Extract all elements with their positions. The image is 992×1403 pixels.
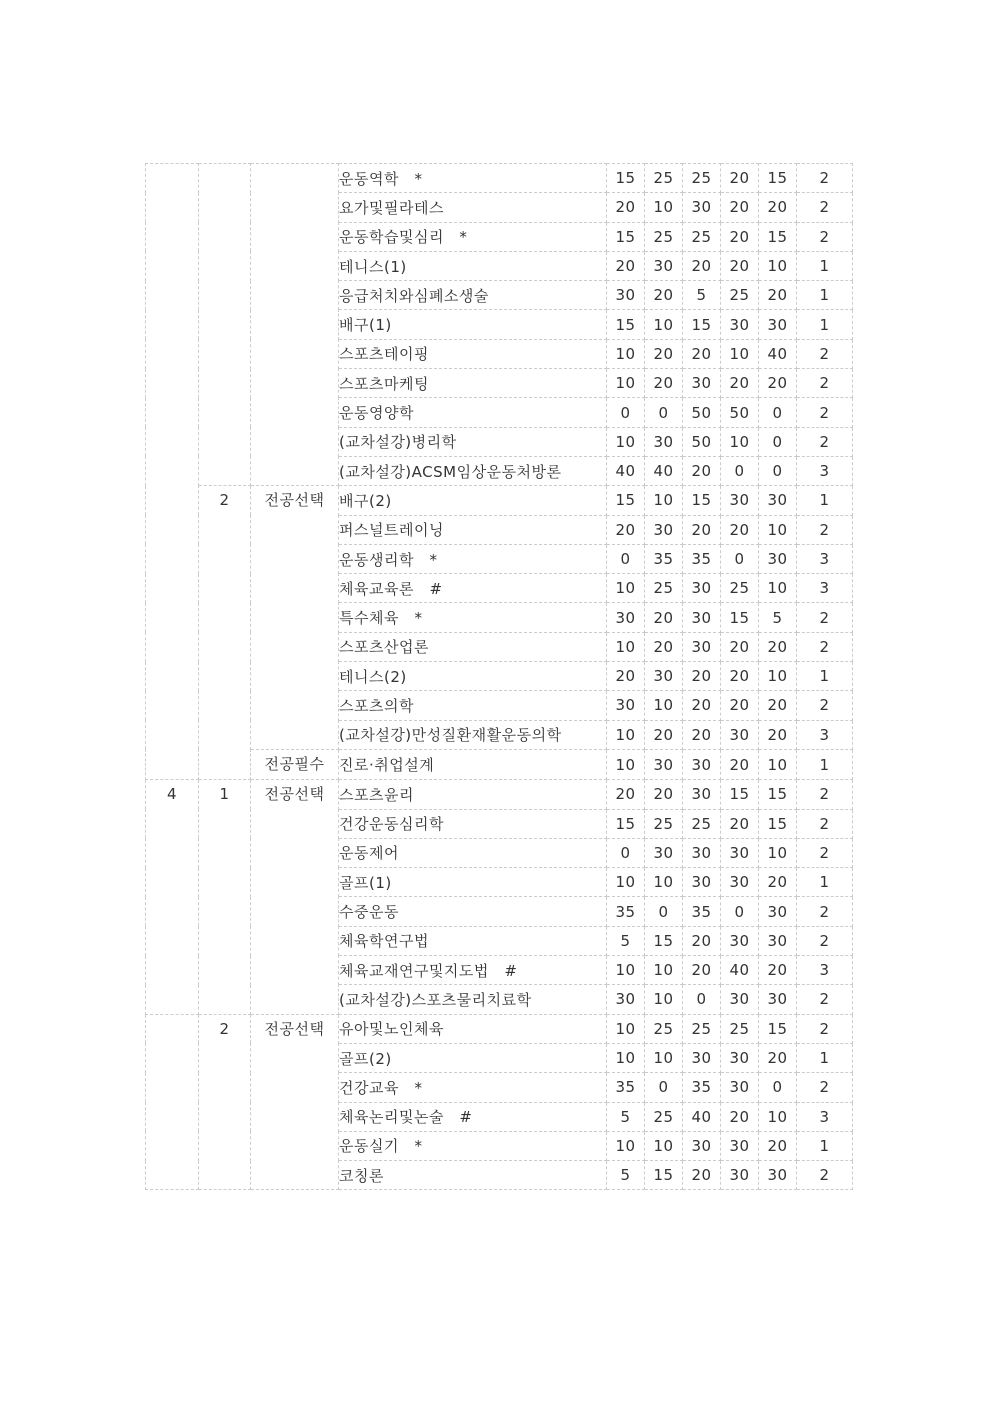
score-cell: 50 bbox=[683, 427, 721, 456]
credit-cell: 2 bbox=[797, 164, 853, 193]
course-name-cell: 응급처치와심폐소생술 bbox=[339, 281, 607, 310]
score-cell: 25 bbox=[683, 164, 721, 193]
table-row bbox=[146, 486, 853, 515]
score-cell: 30 bbox=[683, 1131, 721, 1160]
curriculum-table-body bbox=[146, 164, 853, 1190]
score-cell: 40 bbox=[645, 456, 683, 485]
score-cell: 30 bbox=[759, 486, 797, 515]
score-cell: 15 bbox=[607, 809, 645, 838]
credit-cell: 2 bbox=[797, 985, 853, 1014]
score-cell: 10 bbox=[759, 662, 797, 691]
semester-cell: 1 bbox=[199, 780, 251, 1014]
score-cell: 20 bbox=[645, 369, 683, 398]
score-cell: 0 bbox=[645, 398, 683, 427]
course-name-cell: 스포츠마케팅 bbox=[339, 369, 607, 398]
score-cell: 30 bbox=[645, 427, 683, 456]
score-cell: 25 bbox=[645, 222, 683, 251]
score-cell: 20 bbox=[683, 515, 721, 544]
score-cell: 20 bbox=[721, 662, 759, 691]
credit-cell: 2 bbox=[797, 926, 853, 955]
course-name-cell: (교차설강)스포츠물리치료학 bbox=[339, 985, 607, 1014]
score-cell: 15 bbox=[721, 603, 759, 632]
score-cell: 15 bbox=[759, 780, 797, 809]
score-cell: 10 bbox=[607, 868, 645, 897]
score-cell: 15 bbox=[683, 486, 721, 515]
score-cell: 20 bbox=[759, 1131, 797, 1160]
score-cell: 30 bbox=[721, 310, 759, 339]
score-cell: 20 bbox=[683, 456, 721, 485]
course-name-cell: 스포츠윤리 bbox=[339, 780, 607, 809]
score-cell: 20 bbox=[683, 691, 721, 720]
credit-cell: 3 bbox=[797, 1102, 853, 1131]
score-cell: 30 bbox=[645, 838, 683, 867]
score-cell: 30 bbox=[607, 691, 645, 720]
credit-cell: 3 bbox=[797, 544, 853, 573]
score-cell: 20 bbox=[759, 193, 797, 222]
score-cell: 35 bbox=[683, 1073, 721, 1102]
score-cell: 20 bbox=[607, 193, 645, 222]
score-cell: 0 bbox=[645, 1073, 683, 1102]
score-cell: 15 bbox=[721, 780, 759, 809]
course-name-cell: 건강교육 * bbox=[339, 1073, 607, 1102]
course-name-cell: 배구(2) bbox=[339, 486, 607, 515]
score-cell: 20 bbox=[645, 603, 683, 632]
course-name-cell: 체육논리및논술 # bbox=[339, 1102, 607, 1131]
credit-cell: 2 bbox=[797, 809, 853, 838]
credit-cell: 2 bbox=[797, 603, 853, 632]
credit-cell: 2 bbox=[797, 1161, 853, 1190]
score-cell: 30 bbox=[607, 281, 645, 310]
score-cell: 10 bbox=[607, 339, 645, 368]
score-cell: 20 bbox=[759, 281, 797, 310]
score-cell: 20 bbox=[645, 780, 683, 809]
score-cell: 20 bbox=[759, 956, 797, 985]
credit-cell: 2 bbox=[797, 1014, 853, 1043]
score-cell: 20 bbox=[721, 222, 759, 251]
score-cell: 20 bbox=[683, 339, 721, 368]
score-cell: 25 bbox=[721, 281, 759, 310]
credit-cell: 1 bbox=[797, 486, 853, 515]
score-cell: 30 bbox=[607, 603, 645, 632]
score-cell: 30 bbox=[645, 515, 683, 544]
score-cell: 40 bbox=[721, 956, 759, 985]
course-name-cell: 유아및노인체육 bbox=[339, 1014, 607, 1043]
score-cell: 10 bbox=[759, 251, 797, 280]
score-cell: 30 bbox=[645, 749, 683, 779]
score-cell: 5 bbox=[607, 1161, 645, 1190]
course-name-cell: 골프(2) bbox=[339, 1043, 607, 1072]
score-cell: 10 bbox=[607, 574, 645, 603]
course-name-cell: 진로·취업설계 bbox=[339, 749, 607, 779]
course-name-cell: (교차설강)병리학 bbox=[339, 427, 607, 456]
credit-cell: 1 bbox=[797, 749, 853, 779]
score-cell: 10 bbox=[759, 749, 797, 779]
score-cell: 10 bbox=[721, 427, 759, 456]
credit-cell: 1 bbox=[797, 281, 853, 310]
score-cell: 25 bbox=[645, 1014, 683, 1043]
score-cell: 25 bbox=[683, 222, 721, 251]
score-cell: 20 bbox=[683, 926, 721, 955]
score-cell: 20 bbox=[607, 662, 645, 691]
score-cell: 20 bbox=[607, 780, 645, 809]
credit-cell: 2 bbox=[797, 339, 853, 368]
score-cell: 20 bbox=[645, 632, 683, 661]
score-cell: 10 bbox=[645, 691, 683, 720]
course-name-cell: 운동생리학 * bbox=[339, 544, 607, 573]
score-cell: 0 bbox=[759, 398, 797, 427]
credit-cell: 1 bbox=[797, 1131, 853, 1160]
course-name-cell: 운동영양학 bbox=[339, 398, 607, 427]
score-cell: 15 bbox=[607, 164, 645, 193]
score-cell: 30 bbox=[683, 780, 721, 809]
score-cell: 10 bbox=[607, 720, 645, 749]
score-cell: 5 bbox=[683, 281, 721, 310]
score-cell: 50 bbox=[683, 398, 721, 427]
score-cell: 20 bbox=[759, 632, 797, 661]
year-cell bbox=[146, 164, 199, 780]
score-cell: 20 bbox=[759, 868, 797, 897]
credit-cell: 2 bbox=[797, 369, 853, 398]
category-cell: 전공필수 bbox=[251, 749, 339, 779]
score-cell: 10 bbox=[607, 1014, 645, 1043]
score-cell: 30 bbox=[721, 486, 759, 515]
course-name-cell: 건강운동심리학 bbox=[339, 809, 607, 838]
course-name-cell: 운동제어 bbox=[339, 838, 607, 867]
course-name-cell: 스포츠의학 bbox=[339, 691, 607, 720]
score-cell: 15 bbox=[759, 809, 797, 838]
score-cell: 30 bbox=[759, 1161, 797, 1190]
score-cell: 30 bbox=[759, 544, 797, 573]
score-cell: 20 bbox=[683, 662, 721, 691]
credit-cell: 3 bbox=[797, 720, 853, 749]
score-cell: 20 bbox=[683, 251, 721, 280]
score-cell: 15 bbox=[759, 1014, 797, 1043]
score-cell: 20 bbox=[759, 369, 797, 398]
score-cell: 30 bbox=[721, 1131, 759, 1160]
score-cell: 30 bbox=[759, 926, 797, 955]
score-cell: 25 bbox=[721, 574, 759, 603]
score-cell: 0 bbox=[645, 897, 683, 926]
credit-cell: 1 bbox=[797, 251, 853, 280]
score-cell: 0 bbox=[607, 838, 645, 867]
table-row bbox=[146, 749, 853, 779]
score-cell: 30 bbox=[645, 662, 683, 691]
score-cell: 40 bbox=[759, 339, 797, 368]
score-cell: 0 bbox=[721, 544, 759, 573]
score-cell: 20 bbox=[721, 1102, 759, 1131]
course-name-cell: 스포츠테이핑 bbox=[339, 339, 607, 368]
score-cell: 30 bbox=[683, 369, 721, 398]
score-cell: 10 bbox=[721, 339, 759, 368]
score-cell: 30 bbox=[683, 574, 721, 603]
score-cell: 20 bbox=[683, 1161, 721, 1190]
semester-cell: 2 bbox=[199, 486, 251, 780]
score-cell: 15 bbox=[607, 310, 645, 339]
course-name-cell: 테니스(2) bbox=[339, 662, 607, 691]
score-cell: 10 bbox=[759, 838, 797, 867]
credit-cell: 3 bbox=[797, 574, 853, 603]
score-cell: 10 bbox=[645, 310, 683, 339]
score-cell: 5 bbox=[759, 603, 797, 632]
score-cell: 10 bbox=[645, 956, 683, 985]
table-row bbox=[146, 1014, 853, 1043]
score-cell: 10 bbox=[645, 985, 683, 1014]
score-cell: 20 bbox=[683, 720, 721, 749]
score-cell: 0 bbox=[721, 456, 759, 485]
score-cell: 0 bbox=[721, 897, 759, 926]
credit-cell: 2 bbox=[797, 897, 853, 926]
score-cell: 20 bbox=[721, 749, 759, 779]
score-cell: 0 bbox=[759, 427, 797, 456]
score-cell: 15 bbox=[607, 222, 645, 251]
category-cell bbox=[251, 164, 339, 486]
credit-cell: 2 bbox=[797, 515, 853, 544]
credit-cell: 1 bbox=[797, 868, 853, 897]
credit-cell: 2 bbox=[797, 427, 853, 456]
score-cell: 20 bbox=[645, 281, 683, 310]
score-cell: 30 bbox=[721, 868, 759, 897]
score-cell: 10 bbox=[607, 1131, 645, 1160]
score-cell: 30 bbox=[645, 251, 683, 280]
credit-cell: 3 bbox=[797, 456, 853, 485]
score-cell: 50 bbox=[721, 398, 759, 427]
score-cell: 30 bbox=[721, 985, 759, 1014]
score-cell: 10 bbox=[607, 369, 645, 398]
course-name-cell: (교차설강)ACSM임상운동처방론 bbox=[339, 456, 607, 485]
table-row bbox=[146, 780, 853, 809]
category-cell: 전공선택 bbox=[251, 1014, 339, 1190]
score-cell: 30 bbox=[721, 1161, 759, 1190]
credit-cell: 1 bbox=[797, 1043, 853, 1072]
course-name-cell: 스포츠산업론 bbox=[339, 632, 607, 661]
course-name-cell: 테니스(1) bbox=[339, 251, 607, 280]
score-cell: 10 bbox=[607, 1043, 645, 1072]
credit-cell: 2 bbox=[797, 838, 853, 867]
score-cell: 40 bbox=[683, 1102, 721, 1131]
score-cell: 25 bbox=[645, 1102, 683, 1131]
score-cell: 20 bbox=[721, 369, 759, 398]
score-cell: 10 bbox=[645, 193, 683, 222]
score-cell: 15 bbox=[607, 486, 645, 515]
course-name-cell: 코칭론 bbox=[339, 1161, 607, 1190]
credit-cell: 2 bbox=[797, 398, 853, 427]
score-cell: 0 bbox=[759, 456, 797, 485]
score-cell: 15 bbox=[683, 310, 721, 339]
credit-cell: 2 bbox=[797, 780, 853, 809]
score-cell: 30 bbox=[721, 720, 759, 749]
course-name-cell: 특수체육 * bbox=[339, 603, 607, 632]
score-cell: 40 bbox=[607, 456, 645, 485]
score-cell: 30 bbox=[683, 868, 721, 897]
score-cell: 35 bbox=[645, 544, 683, 573]
score-cell: 35 bbox=[607, 1073, 645, 1102]
score-cell: 0 bbox=[759, 1073, 797, 1102]
score-cell: 30 bbox=[721, 926, 759, 955]
semester-cell: 2 bbox=[199, 1014, 251, 1190]
credit-cell: 2 bbox=[797, 222, 853, 251]
credit-cell: 2 bbox=[797, 632, 853, 661]
score-cell: 5 bbox=[607, 1102, 645, 1131]
score-cell: 30 bbox=[759, 985, 797, 1014]
score-cell: 25 bbox=[683, 809, 721, 838]
score-cell: 10 bbox=[759, 515, 797, 544]
score-cell: 25 bbox=[645, 809, 683, 838]
score-cell: 30 bbox=[683, 193, 721, 222]
credit-cell: 1 bbox=[797, 310, 853, 339]
score-cell: 20 bbox=[759, 1043, 797, 1072]
score-cell: 20 bbox=[721, 691, 759, 720]
semester-cell bbox=[199, 164, 251, 486]
score-cell: 10 bbox=[759, 1102, 797, 1131]
score-cell: 10 bbox=[645, 486, 683, 515]
score-cell: 30 bbox=[759, 310, 797, 339]
score-cell: 10 bbox=[607, 749, 645, 779]
score-cell: 20 bbox=[759, 691, 797, 720]
score-cell: 25 bbox=[721, 1014, 759, 1043]
course-name-cell: 운동역학 * bbox=[339, 164, 607, 193]
score-cell: 10 bbox=[645, 1131, 683, 1160]
score-cell: 20 bbox=[721, 515, 759, 544]
score-cell: 35 bbox=[683, 544, 721, 573]
score-cell: 0 bbox=[607, 398, 645, 427]
credit-cell: 2 bbox=[797, 691, 853, 720]
score-cell: 20 bbox=[721, 809, 759, 838]
score-cell: 0 bbox=[607, 544, 645, 573]
score-cell: 30 bbox=[721, 1043, 759, 1072]
score-cell: 10 bbox=[645, 1043, 683, 1072]
score-cell: 10 bbox=[607, 427, 645, 456]
year-cell: 4 bbox=[146, 780, 199, 1014]
score-cell: 30 bbox=[683, 749, 721, 779]
score-cell: 10 bbox=[607, 632, 645, 661]
score-cell: 20 bbox=[607, 251, 645, 280]
score-cell: 20 bbox=[683, 956, 721, 985]
score-cell: 35 bbox=[683, 897, 721, 926]
score-cell: 15 bbox=[645, 926, 683, 955]
score-cell: 30 bbox=[721, 838, 759, 867]
score-cell: 35 bbox=[607, 897, 645, 926]
score-cell: 25 bbox=[645, 574, 683, 603]
score-cell: 20 bbox=[759, 720, 797, 749]
score-cell: 20 bbox=[721, 251, 759, 280]
score-cell: 25 bbox=[645, 164, 683, 193]
score-cell: 0 bbox=[683, 985, 721, 1014]
score-cell: 10 bbox=[759, 574, 797, 603]
course-name-cell: 체육학연구법 bbox=[339, 926, 607, 955]
score-cell: 30 bbox=[607, 985, 645, 1014]
credit-cell: 2 bbox=[797, 1073, 853, 1102]
score-cell: 15 bbox=[759, 164, 797, 193]
course-name-cell: 배구(1) bbox=[339, 310, 607, 339]
score-cell: 30 bbox=[683, 838, 721, 867]
category-cell: 전공선택 bbox=[251, 486, 339, 750]
table-row bbox=[146, 164, 853, 193]
score-cell: 20 bbox=[721, 193, 759, 222]
score-cell: 10 bbox=[607, 956, 645, 985]
score-cell: 20 bbox=[721, 632, 759, 661]
credit-cell: 3 bbox=[797, 956, 853, 985]
score-cell: 15 bbox=[759, 222, 797, 251]
course-name-cell: 요가및필라테스 bbox=[339, 193, 607, 222]
course-name-cell: 체육교육론 # bbox=[339, 574, 607, 603]
credit-cell: 2 bbox=[797, 193, 853, 222]
course-name-cell: 운동학습및심리 * bbox=[339, 222, 607, 251]
score-cell: 20 bbox=[645, 339, 683, 368]
course-name-cell: 수중운동 bbox=[339, 897, 607, 926]
course-name-cell: 골프(1) bbox=[339, 868, 607, 897]
score-cell: 10 bbox=[645, 868, 683, 897]
course-name-cell: 체육교재연구및지도법 # bbox=[339, 956, 607, 985]
category-cell: 전공선택 bbox=[251, 780, 339, 1014]
score-cell: 20 bbox=[645, 720, 683, 749]
course-name-cell: 운동실기 * bbox=[339, 1131, 607, 1160]
course-name-cell: (교차설강)만성질환재활운동의학 bbox=[339, 720, 607, 749]
score-cell: 30 bbox=[683, 632, 721, 661]
score-cell: 5 bbox=[607, 926, 645, 955]
score-cell: 15 bbox=[645, 1161, 683, 1190]
score-cell: 20 bbox=[607, 515, 645, 544]
course-name-cell: 퍼스널트레이닝 bbox=[339, 515, 607, 544]
credit-cell: 1 bbox=[797, 662, 853, 691]
score-cell: 30 bbox=[759, 897, 797, 926]
curriculum-table bbox=[145, 163, 853, 1190]
year-cell bbox=[146, 1014, 199, 1190]
score-cell: 25 bbox=[683, 1014, 721, 1043]
score-cell: 20 bbox=[721, 164, 759, 193]
score-cell: 30 bbox=[683, 603, 721, 632]
score-cell: 30 bbox=[721, 1073, 759, 1102]
score-cell: 30 bbox=[683, 1043, 721, 1072]
